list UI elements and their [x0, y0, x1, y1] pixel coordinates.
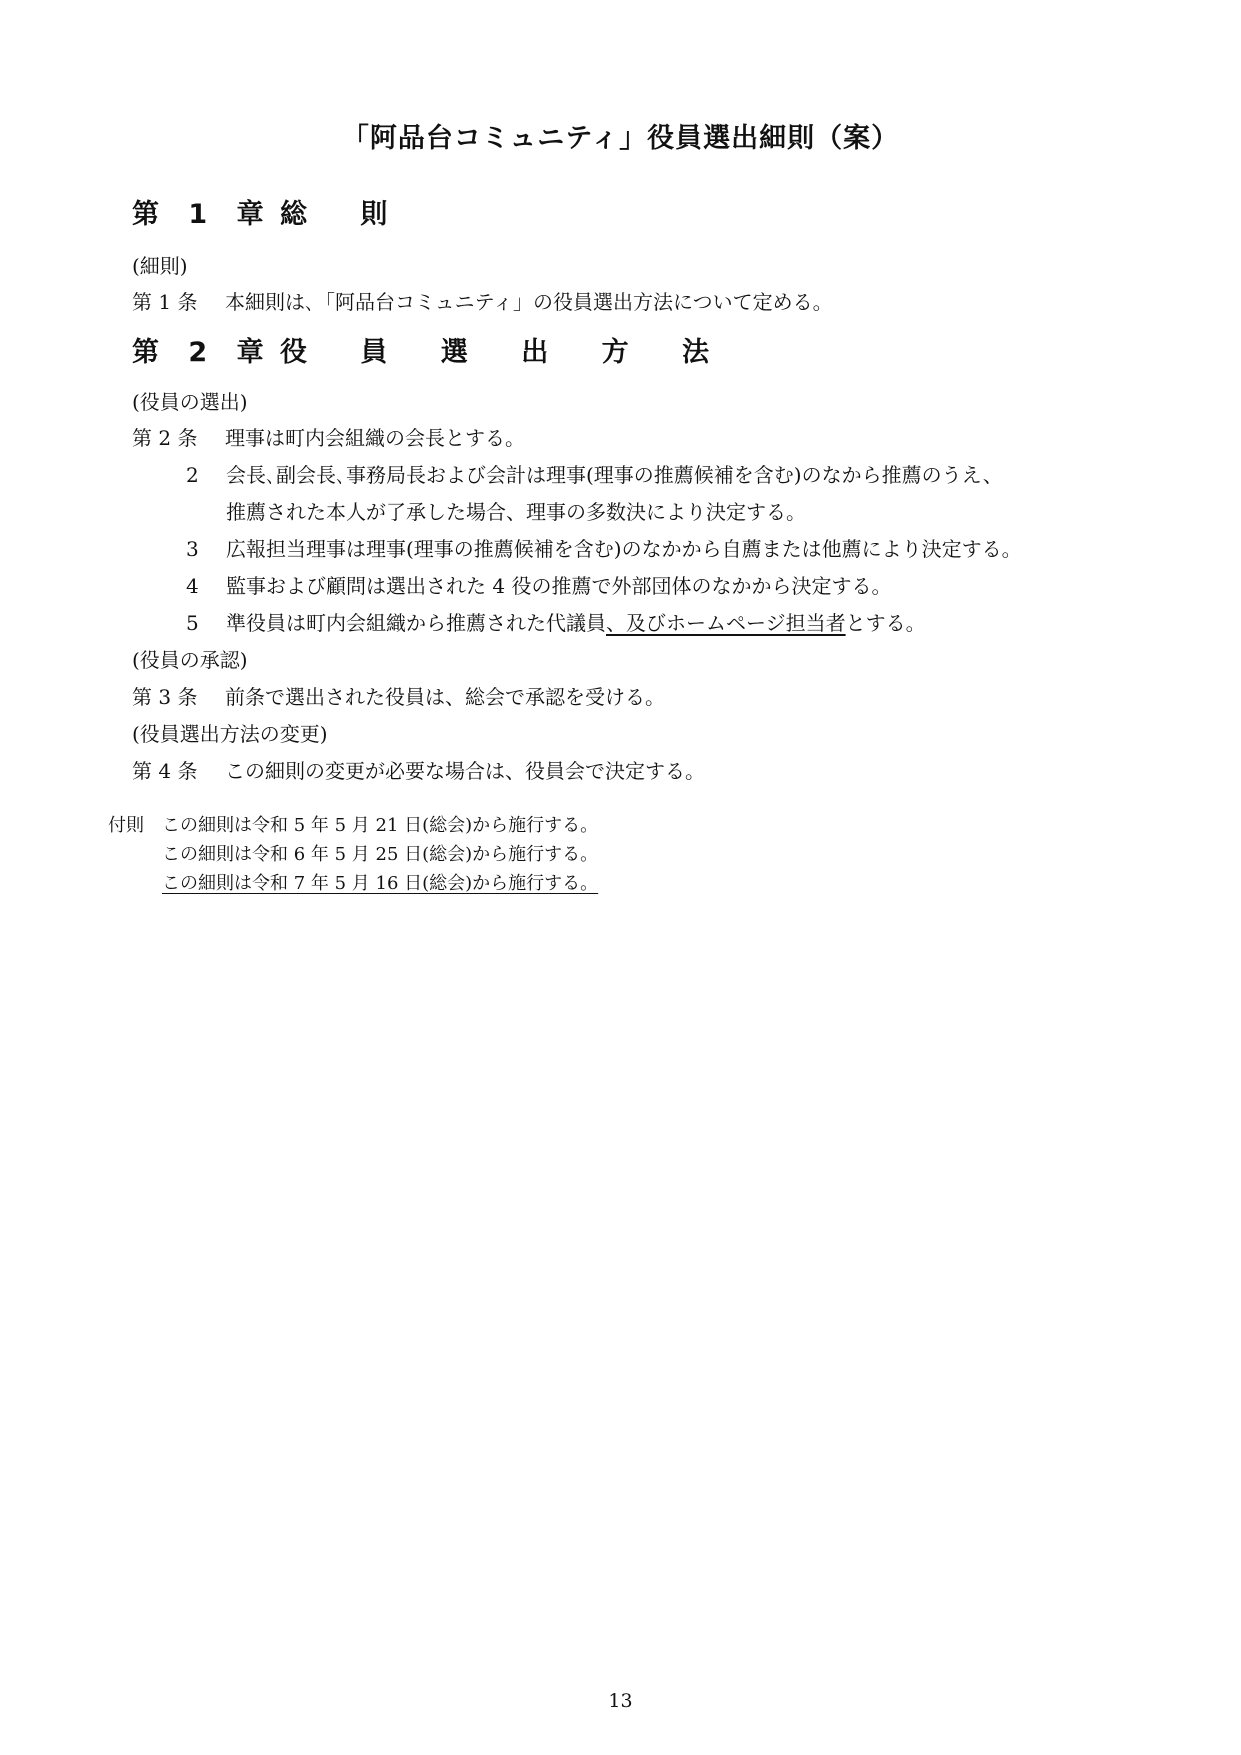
- article-1-text: 本細則は､「阿品台コミュニティ」の役員選出方法について定める。: [225, 290, 833, 314]
- item-3-text: 広報担当理事は理事(理事の推薦候補を含む)のなかから自薦または他薦により決定する。: [226, 537, 1022, 561]
- item-4-text: 監事および顧問は選出された 4 役の推薦で外部団体のなかから決定する。: [226, 574, 892, 598]
- item-2-number: 2: [186, 463, 199, 487]
- section-heading-change: (役員選出方法の変更): [132, 722, 328, 746]
- item-5-text-a: 準役員は町内会組織から推薦された代議員: [226, 611, 606, 635]
- supplementary-line-3: この細則は令和 7 年 5 月 16 日(総会)から施行する。: [162, 873, 599, 894]
- article-2-item-4: [186, 570, 891, 599]
- supplementary-line-1: この細則は令和 5 年 5 月 21 日(総会)から施行する。: [162, 815, 599, 836]
- chapter-1-number: 第 1 章: [132, 199, 274, 230]
- supplementary-label: 付則: [108, 815, 144, 836]
- section-heading-selection: (役員の選出): [132, 390, 248, 414]
- item-5-text-b: とする。: [845, 611, 926, 635]
- article-4-text: この細則の変更が必要な場合は、役員会で決定する。: [225, 759, 705, 783]
- chapter-2-number: 第 2 章: [132, 337, 274, 368]
- chapter-2-heading: [132, 330, 731, 369]
- article-4-label: 第 4 条: [132, 759, 198, 783]
- item-5-number: 5: [186, 611, 199, 635]
- chapter-1-heading: [132, 192, 409, 231]
- page-number: 13: [608, 1690, 633, 1712]
- article-2-item-3: [186, 533, 1022, 562]
- article-4: [132, 755, 705, 784]
- item-2-text: 会長､副会長､事務局長および会計は理事(理事の推薦候補を含む)のなから推薦のうえ、: [226, 463, 1003, 487]
- article-1-label: 第 1 条: [132, 290, 198, 314]
- section-heading-approval: (役員の承認): [132, 648, 248, 672]
- article-2-label: 第 2 条: [132, 426, 198, 450]
- article-2-item-5: [186, 607, 926, 636]
- supplementary-line-2: この細則は令和 6 年 5 月 25 日(総会)から施行する。: [162, 844, 599, 865]
- article-3-text: 前条で選出された役員は、総会で承認を受ける。: [225, 685, 665, 709]
- article-3-label: 第 3 条: [132, 685, 198, 709]
- item-4-number: 4: [186, 574, 199, 598]
- chapter-1-name: 総 則: [280, 199, 410, 230]
- item-5-underlined-amendment: 、及びホームページ担当者: [606, 611, 846, 635]
- section-heading-rules: (細則): [132, 254, 188, 278]
- article-1: [132, 286, 833, 315]
- article-2-item-2-continuation: 推薦された本人が了承した場合、理事の多数決により決定する。: [226, 500, 806, 524]
- article-2: [132, 422, 525, 451]
- article-2-item-2: [186, 459, 1003, 488]
- document-title: 「阿品台コミュニティ」役員選出細則（案）: [341, 123, 900, 154]
- chapter-2-name: 役 員 選 出 方 法: [280, 337, 731, 368]
- item-3-number: 3: [186, 537, 199, 561]
- article-2-text: 理事は町内会組織の会長とする。: [225, 426, 525, 450]
- article-3: [132, 681, 665, 710]
